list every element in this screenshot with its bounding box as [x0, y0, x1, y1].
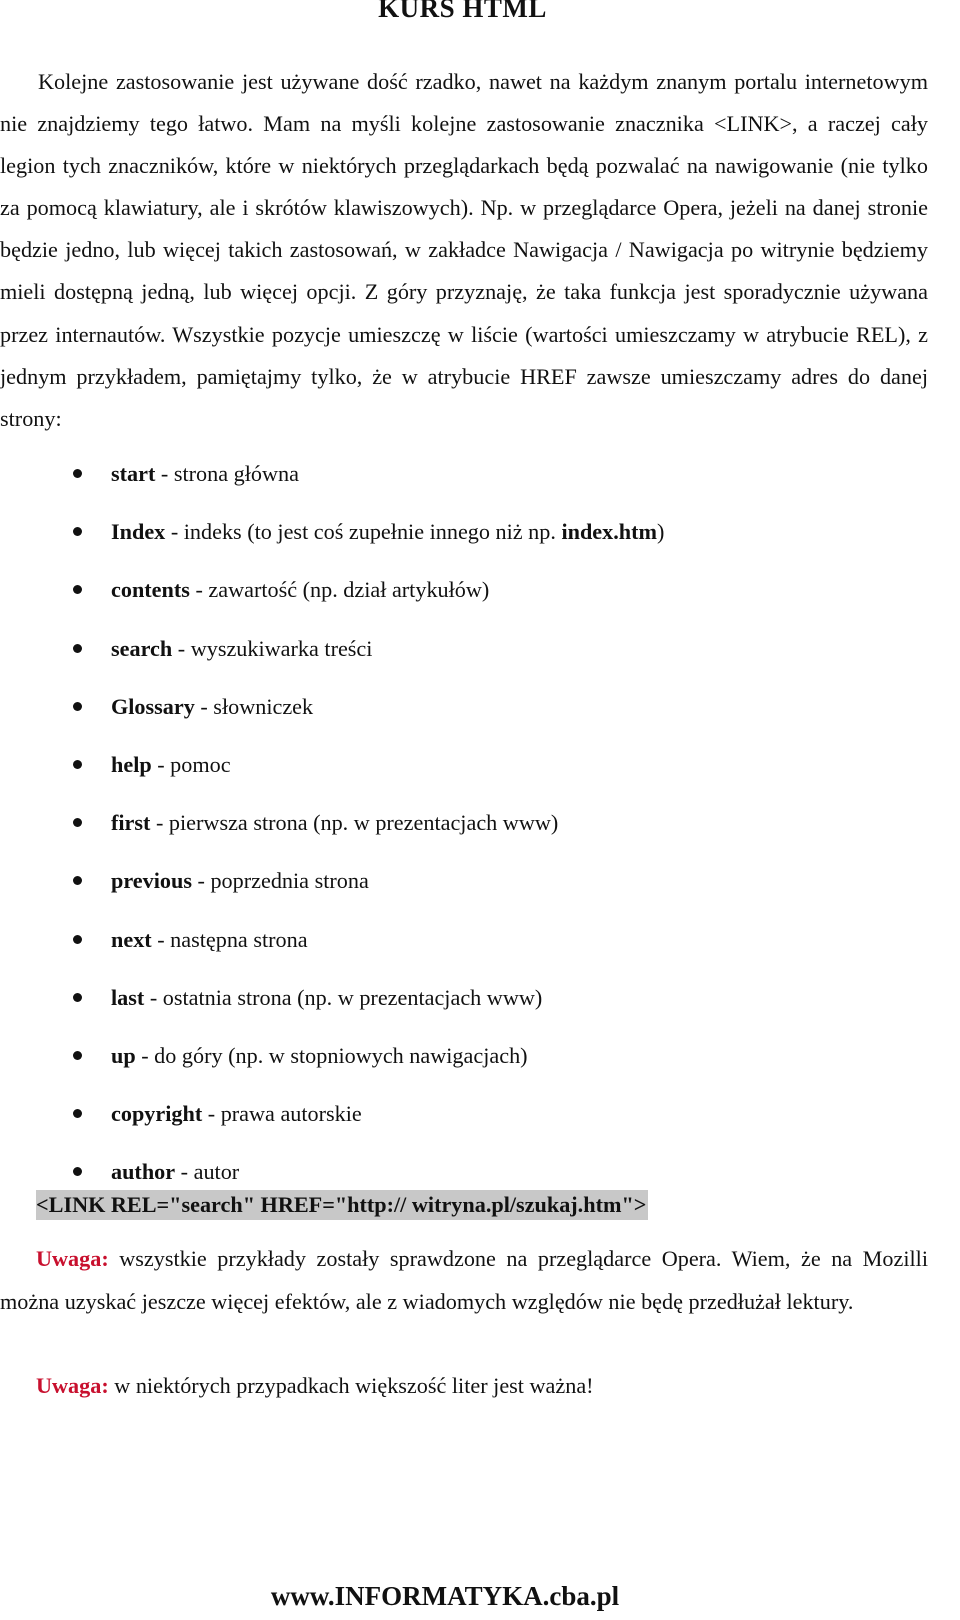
- bullet-icon: [73, 760, 82, 769]
- list-item-term: author: [111, 1159, 176, 1185]
- list-item: [0, 1034, 928, 1092]
- bullet-icon: [73, 1167, 82, 1176]
- list-item-description: - ostatnia strona (np. w prezentacjach www): [144, 984, 543, 1010]
- bullet-icon: [73, 1051, 82, 1060]
- list-item-term: search: [111, 635, 173, 661]
- list-item-term: first: [111, 810, 151, 836]
- bullet-icon: [73, 469, 82, 478]
- warning-text: wszystkie przykłady zostały sprawdzone na przeglądarce Opera. Wiem, że na Mozilli można uzyskać jeszcze więcej efektów, ale z wiadomych względów nie będę przedłużał lektury.: [0, 1246, 928, 1314]
- warning-text: w niektórych przypadkach większość liter jest ważna!: [108, 1373, 594, 1398]
- bullet-icon: [73, 644, 82, 653]
- list-item-term: last: [111, 984, 145, 1010]
- warning-note: [36, 1365, 594, 1407]
- list-item-description: - pierwsza strona (np. w prezentacjach www): [150, 810, 559, 836]
- list-item: [0, 918, 928, 976]
- bullet-icon: [73, 1109, 82, 1118]
- bullet-icon: [73, 993, 82, 1002]
- list-item-description: - następna strona: [151, 926, 308, 952]
- warning-label: Uwaga:: [36, 1373, 109, 1398]
- list-item-term: next: [111, 926, 152, 952]
- list-item: [0, 510, 928, 568]
- list-item: [0, 1092, 928, 1150]
- list-item-term-secondary: index.htm: [561, 519, 658, 545]
- bullet-icon: [73, 585, 82, 594]
- list-item: [0, 743, 928, 801]
- warning-note: [0, 1238, 928, 1323]
- list-item: [0, 859, 928, 917]
- list-item-term: Glossary: [111, 693, 195, 719]
- list-item-term: up: [111, 1042, 136, 1068]
- list-item-description: - strona główna: [155, 461, 299, 486]
- bullet-icon: [73, 876, 82, 885]
- list-item: [0, 685, 928, 743]
- code-example: <LINK REL="search" HREF="http:// witryna.pl/szukaj.htm">: [36, 1190, 648, 1220]
- list-item-term: help: [111, 751, 152, 777]
- list-item-description: - słowniczek: [194, 693, 314, 719]
- list-item: [0, 976, 928, 1034]
- footer-url: www.INFORMATYKA.cba.pl: [270, 1581, 620, 1611]
- bullet-icon: [73, 935, 82, 944]
- list-item-description: - pomoc: [151, 751, 231, 777]
- page-title: KURS HTML: [378, 0, 547, 23]
- list-item-term: Index: [111, 519, 166, 545]
- list-item-description: - poprzednia strona: [191, 868, 369, 894]
- list-item: [0, 801, 928, 859]
- list-item: [0, 568, 928, 626]
- list-item-description: - autor: [175, 1159, 240, 1185]
- warning-label: Uwaga:: [36, 1246, 109, 1271]
- bullet-icon: [73, 818, 82, 827]
- list-item-description: - wyszukiwarka treści: [172, 635, 373, 661]
- list-item-description: - indeks (to jest coś zupełnie innego niż np.: [165, 519, 562, 545]
- list-item-description: - zawartość (np. dział artykułów): [189, 577, 490, 603]
- list-item-term: contents: [111, 577, 190, 603]
- bullet-icon: [73, 527, 82, 536]
- list-item-term: copyright: [111, 1101, 203, 1127]
- list-item-term: previous: [111, 868, 192, 894]
- list-item-description: - do góry (np. w stopniowych nawigacjach): [135, 1042, 528, 1068]
- rel-values-list: [0, 452, 928, 1208]
- list-item-term: start: [111, 461, 156, 486]
- list-item: [0, 452, 928, 510]
- list-item-description: - prawa autorskie: [202, 1101, 362, 1127]
- bullet-icon: [73, 702, 82, 711]
- intro-paragraph: Kolejne zastosowanie jest używane dość rzadko, nawet na każdym znanym portalu internetowym nie znajdziemy tego łatwo. Mam na myśli kolejne zastosowanie znacznika <LINK>, a raczej cały legion tych znaczników, które w niektórych przeglądarkach będą pozwalać na nawigowanie (nie tylko za pomocą klawiatury, ale i skrótów klawiszowych). Np. w przeglądarce Opera, jeżeli na danej stronie będzie jedno, lub więcej takich zastosowań, w zakładce Nawigacja / Nawigacja po witrynie będziemy mieli dostępną jedną, lub więcej opcji. Z góry przyznaję, że taka funkcja jest sporadycznie używana przez internautów. Wszystkie pozycje umieszczę w liście (wartości umieszczamy w atrybucie REL), z jednym przykładem, pamiętajmy tylko, że w atrybucie HREF zawsze umieszczamy adres do danej strony:: [0, 69, 928, 431]
- list-item: [0, 627, 928, 685]
- list-item-description-end: ): [657, 519, 665, 545]
